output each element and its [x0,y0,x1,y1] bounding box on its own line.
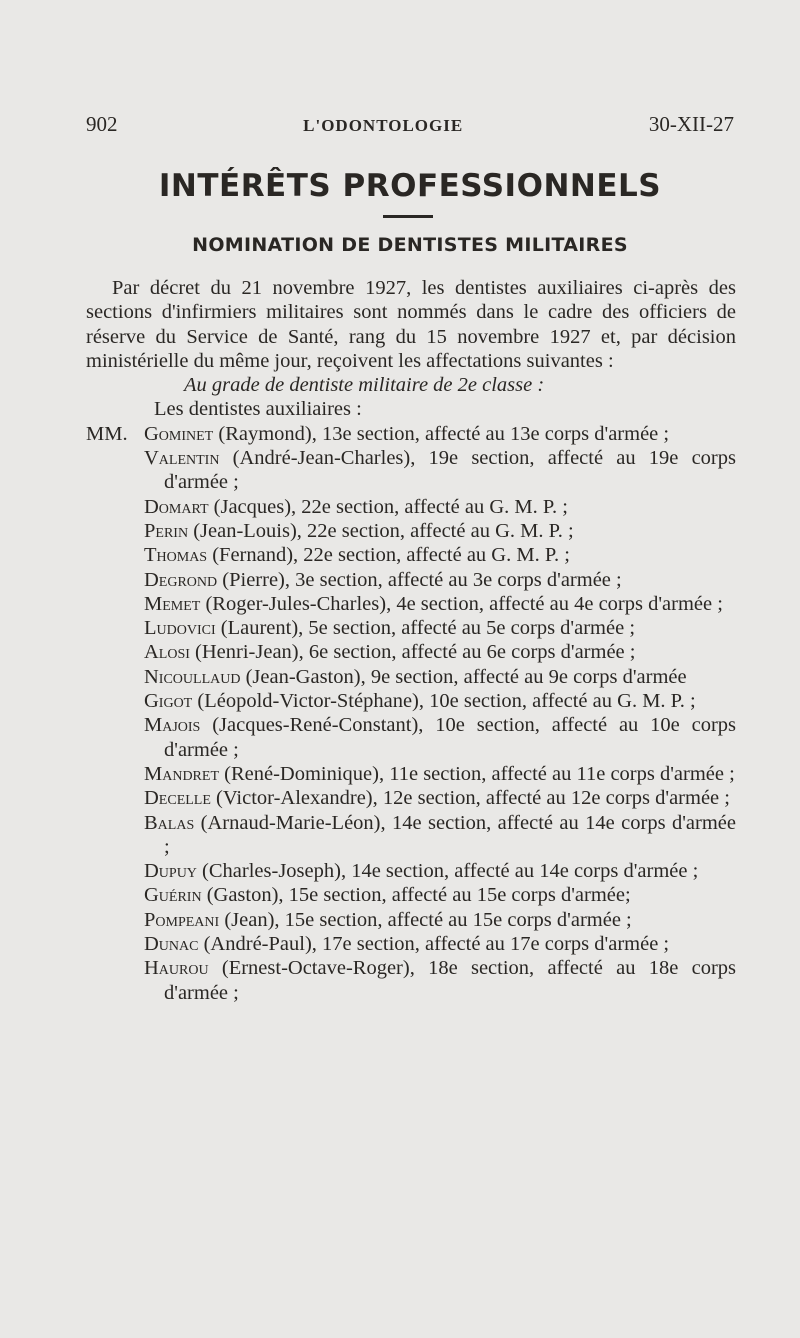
entry-details: (Charles-Joseph), 14e section, affecté au 14e corps d'armée ; [196,860,699,883]
entry-surname: Gigot [144,690,193,713]
entry-details: (Jacques), 22e section, affecté au G. M. P. ; [208,495,568,518]
entry-surname: Haurou [144,957,209,980]
entry-surname: Degrond [144,568,218,591]
entry-details: (Raymond), 13e section, affecté au 13e corps d'armée ; [213,422,670,445]
entry-details: (Roger-Jules-Charles), 4e section, affecté au 4e corps d'armée ; [200,592,723,615]
entry-details: (Jean), 15e section, affecté au 15e corps d'armée ; [219,908,632,931]
entry-surname: Balas [144,811,195,834]
list-item [144,640,736,664]
nomination-list [86,422,736,1005]
entry-details: (Ernest-Octave-Roger), 18e section, affecté au 18e corps d'armée ; [164,957,736,1004]
entry-details: (Arnaud-Marie-Léon), 14e section, affecté au 14e corps d'armée ; [164,811,736,858]
entry-surname: Valentin [144,447,220,470]
entry-surname: Pompeani [144,908,220,931]
entry-details: (Gaston), 15e section, affecté au 15e corps d'armée; [201,884,631,907]
entry-details: (André-Jean-Charles), 19e section, affecté au 19e corps d'armée ; [164,447,736,494]
subheading: Les dentistes auxiliaires : [154,398,362,421]
section-title: INTÉRÊTS PROFESSIONNELS [158,168,662,204]
list-item [144,908,736,932]
list-item [144,495,736,519]
list-item [144,446,736,495]
entry-details: (Henri-Jean), 6e section, affecté au 6e corps d'armée ; [189,641,636,664]
entry-surname: Thomas [144,544,208,567]
issue-date: 30-XII-27 [648,112,734,136]
entry-surname: Ludovici [144,617,216,640]
entry-surname: Majois [144,714,201,737]
entry-details: (Victor-Alexandre), 12e section, affecté au 12e corps d'armée ; [210,787,730,810]
entry-details: (Léopold-Victor-Stéphane), 10e section, affecté au G. M. P. ; [192,690,696,713]
list-item [144,665,736,689]
title-rule [383,215,433,218]
article-body [86,276,736,1005]
entry-details: (Laurent), 5e section, affecté au 5e corps d'armée ; [215,617,636,640]
entry-surname: Domart [144,495,209,518]
entry-surname: Gominet [144,422,214,445]
article-title: NOMINATION DE DENTISTES MILITAIRES [192,234,628,256]
running-head [86,112,734,137]
list-item [144,956,736,1005]
entry-surname: Dupuy [144,860,197,883]
entry-surname: Perin [144,519,189,542]
page-number: 902 [86,112,118,136]
entry-details: (Jean-Louis), 22e section, affecté au G. M. P. ; [188,519,574,542]
list-item [144,883,736,907]
list-item [144,519,736,543]
entry-details: (Pierre), 3e section, affecté au 3e corps d'armée ; [217,568,622,591]
entry-surname: Dunac [144,933,199,956]
entry-details: (René-Dominique), 11e section, affecté au 11e corps d'armée ; [219,762,735,785]
entry-surname: Decelle [144,787,211,810]
list-item [144,762,736,786]
entry-surname: Alosi [144,641,190,664]
list-item [144,689,736,713]
list-item [144,786,736,810]
list-item [144,543,736,567]
grade-heading: Au grade de dentiste militaire de 2e classe : [184,374,545,397]
list-item [144,859,736,883]
entry-surname: Mandret [144,762,220,785]
list-item [144,932,736,956]
entry-surname: Nicoullaud [144,665,241,688]
list-item [144,616,736,640]
list-item [144,422,736,446]
list-item [144,713,736,762]
entry-surname: Memet [144,592,201,615]
entry-details: (Jacques-René-Constant), 10e section, affecté au 10e corps d'armée ; [164,714,736,761]
intro-paragraph: Par décret du 21 novembre 1927, les dentistes auxiliaires ci-après des sections d'infirmiers militaires sont nommés dans le cadre des officiers de réserve du Service de Santé, rang du 15 novembre 1927 et, par décision ministérielle du même jour, reçoivent les affectations suivantes : [86,277,736,372]
journal-title: L'ODONTOLOGIE [303,116,464,135]
entry-surname: Guérin [144,884,202,907]
entry-details: (André-Paul), 17e section, affecté au 17e corps d'armée ; [198,933,670,956]
list-item [144,811,736,860]
entry-details: (Fernand), 22e section, affecté au G. M. P. ; [207,544,570,567]
list-item [144,568,736,592]
list-item [144,592,736,616]
honorific: MM. [86,422,128,445]
entry-details: (Jean-Gaston), 9e section, affecté au 9e corps d'armée [240,665,687,688]
entries [144,422,736,1005]
